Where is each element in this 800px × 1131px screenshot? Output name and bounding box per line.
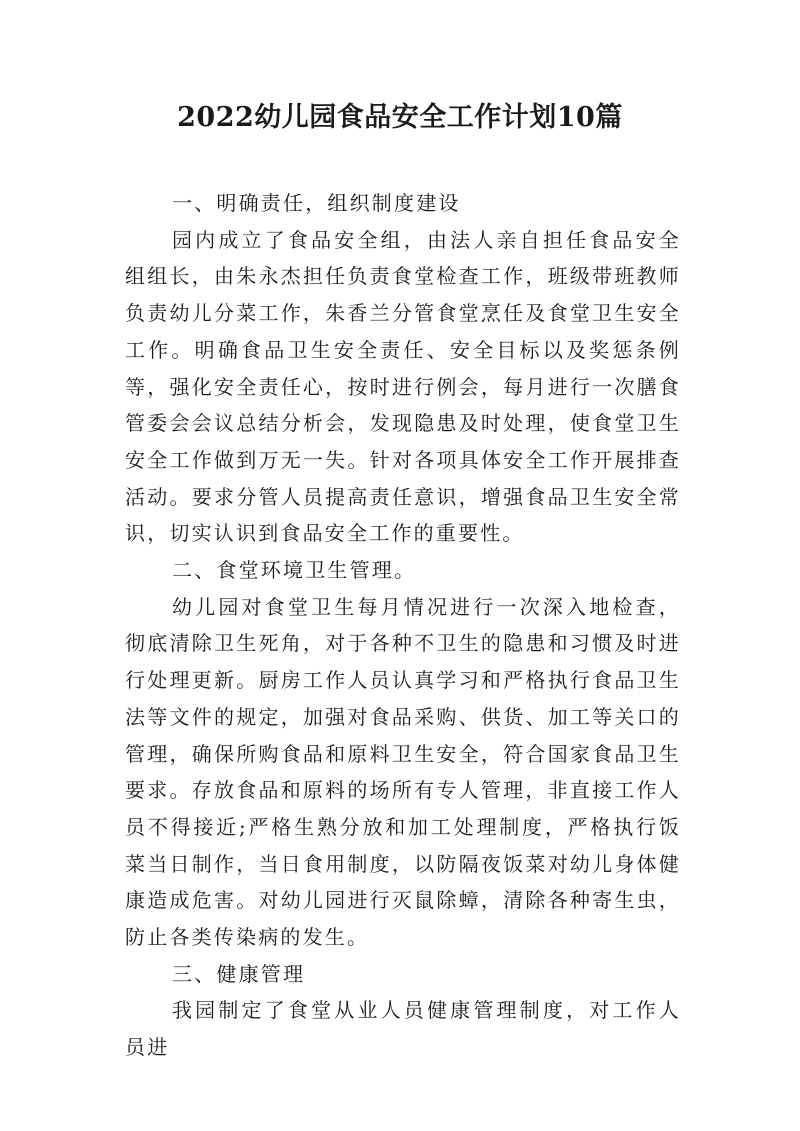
section-heading-1: 一、明确责任，组织制度建设 xyxy=(172,191,461,215)
section-heading-2: 二、食堂环境卫生管理。 xyxy=(172,558,417,583)
body-paragraph-2: 幼儿园对食堂卫生每月情况进行一次深入地检查，彻底清除卫生死角，对于各种不卫生的隐患和习惯及时进行处理更新。厨房工作人员认真学习和严格执行食品卫生法等文件的规定，加强对食品采购、供货、加工等关口的管理，确保所购食品和原料卫生安全，符合国家食品卫生要求。存放食品和原料的场所有专人管理，非直接工作人员不得接近;严格生熟分放和加工处理制度，严格执行饭菜当日制作，当日食用制度，以防隔夜饭菜对幼儿身体健康造成危害。对幼儿园进行灭鼠除蟑，清除各种寄生虫，防止各类传染病的发生。 xyxy=(125,594,681,950)
document-title: 2022幼儿园食品安全工作计划10篇 xyxy=(177,102,623,133)
body-paragraph-1: 园内成立了食品安全组，由法人亲自担任食品安全组组长，由朱永杰担任负责食堂检查工作，班级带班教师负责幼儿分菜工作，朱香兰分管食堂烹任及食堂卫生安全工作。明确食品卫生安全责任、安全目标以及奖惩条例等，强化安全责任心，按时进行例会，每月进行一次膳食管委会会议总结分析会，发现隐患及时处理，使食堂卫生安全工作做到万无一失。针对各项具体安全工作开展排查活动。要求分管人员提高责任意识，增强食品卫生安全常识，切实认识到食品安全工作的重要性。 xyxy=(125,227,681,546)
body-paragraph-3: 我园制定了食堂从业人员健康管理制度，对工作人员进 xyxy=(125,998,681,1060)
section-heading-3: 三、健康管理 xyxy=(172,961,306,986)
document-body xyxy=(125,185,681,1066)
